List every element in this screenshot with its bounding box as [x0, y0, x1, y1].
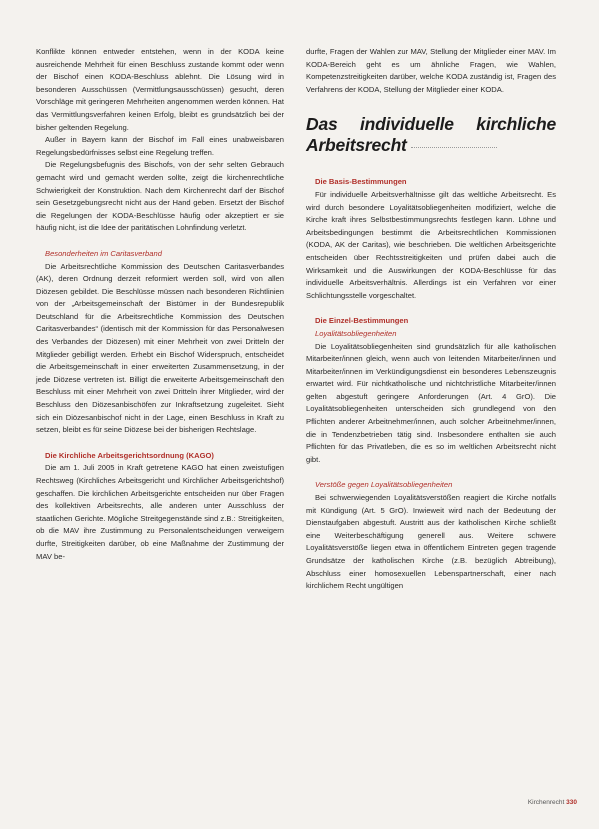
paragraph: Bei schwerwiegenden Loyalitätsverstößen reagiert die Kirche notfalls mit Kündigung (Art. 5 GrO). Inwieweit wird nach der Bedeutung der Dienstaufgaben abgestuft. Austritt aus der katholischen Kirche schließt eine Weiterbeschäftigung generell aus. Weitere schwere Loyalitätsverstöße liegen etwa in öffentlichem Eintreten gegen tragende Grundsätze der katholischen Kirche (z.B. bezüglich Abtreibung), Abschluss einer homosexuellen Lebenspartnerschaft, einer nach kirchlichem Recht ungültigen — [306, 493, 556, 591]
paragraph: Die Regelungsbefugnis des Bischofs, von der sehr selten Gebrauch gemacht wird und gemacht werden sollte, zeigt die kirchenrechtliche Schwierigkeit der Konstruktion. Nach dem Kirchenrecht darf der Bischof sein Gesetzgebungsrecht nicht aus der Hand geben. Ersetzt der Bischof die Regelungen der KODA-Beschlüsse häufig oder akzeptiert er sie häufig nicht, ist die Idee der paritätischen Lohnfindung verletzt. — [36, 160, 284, 233]
paragraph: Außer in Bayern kann der Bischof im Fall eines unabweisbaren Regelungsbedürfnisses selbst eine Regelung treffen. — [36, 135, 284, 157]
subheading-basis: Die Basis-Bestimmungen — [315, 177, 407, 187]
publication-name: Kirchenrecht — [527, 799, 565, 806]
page-footer — [528, 799, 577, 806]
paragraph: Die Loyalitätsobliegenheiten sind grundsätzlich für alle katholischen Mitarbeiter/innen gleich, wenn auch von leitenden Mitarbeiter/innen und Mitarbeiter/innen im Verkündigungsdienst ein besonderes Lebenszeugnis erwartet wird. Für nichtkatholische und nichtchristliche Mitarbeiter/innen gelten abgestuft geringere Anforderungen (Art. 4 GrO). Die Loyalitätsobliegenheiten unterscheiden sich grundlegend von den Pflichten anderer Arbeitnehmer/innen, auch solcher Arbeitnehmer/innen, die in Tendenzbetrieben tätig sind. Insbesondere enthalten sie auch Pflichten für das Privatleben, die es so im weltlichen Arbeitsrecht nicht gibt. — [306, 341, 556, 464]
subheading-loyalitaet: Loyalitätsobliegenheiten — [315, 328, 397, 338]
subheading-verstoesse: Verstöße gegen Loyalitätsobliegenheiten — [315, 480, 453, 490]
left-column — [36, 46, 284, 563]
paragraph: Die Arbeitsrechtliche Kommission des Deutschen Caritasverbandes (AK), deren Ordnung derzeit reformiert werden soll, wird von allen Diözesen gebildet. Die Beschlüsse müssen nach besonderen Richtlinien von der „Arbeitsgemeinschaft der Bistümer in der Bundesrepublik Deutschland für die Arbeitsrechtliche Kommission des Deutschen Caritasverbandes“ (identisch mit der Kommission für das Personalwesen des Verbandes der Diözesen) mit einer Mehrheit von zwei Dritteln der Mitglieder gebilligt werden. Erhebt ein Bischof Widerspruch, entscheidet die Arbeitsgemeinschaft in einer erweiterten Zusammensetzung, in der jede Diözese vertreten ist. Billigt die erweiterte Arbeitsgemeinschaft den Beschluss mit einer Mehrheit von zwei Dritteln ihrer Mitglieder, wird der Beschluss den Diözesanbischöfen zur Inkraftsetzung zugeleitet. Sieht sich ein Diözesanbischof nicht in der Lage, einen Beschluss in Kraft zu setzen, bleibt es für seine Diözese bei der bisherigen Rechtslage. — [36, 261, 284, 435]
paragraph: Konflikte können entweder entstehen, wenn in der KODA keine ausreichende Mehrheit für einen Beschluss zustande kommt oder wenn der Bischof einen KODA-Beschluss ablehnt. Die Lösung wird in besonderen Ausschüssen (Vermittlungsausschüssen) gesucht, deren Vorschläge mit geringeren Mehrheiten angenommen werden können. Hat das Vermittlungsverfahren keinen Erfolg, bleibt es grundsätzlich bei der bisher geltenden Regelung. — [36, 47, 284, 132]
heading-rule — [411, 147, 497, 148]
subheading-caritas: Besonderheiten im Caritasverband — [45, 248, 162, 258]
paragraph: durfte, Fragen der Wahlen zur MAV, Stellung der Mitglieder einer MAV. Im KODA-Bereich geht es um ähnliche Fragen, wie Wahlen, Kompetenzstreitigkeiten darüber, welche KODA zuständig ist, Fragen des Verfahrens der KODA, Stellung der Mitglieder einer KODA. — [306, 47, 556, 94]
subheading-kago: Die Kirchliche Arbeitsgerichtsordnung (KAGO) — [45, 450, 214, 460]
page-number: 330 — [566, 799, 577, 806]
section-heading: Das individuelle kirchliche Arbeitsrecht — [306, 114, 556, 156]
paragraph: Die am 1. Juli 2005 in Kraft getretene KAGO hat einen zweistufigen Rechtsweg (Kirchliches Arbeitsgericht und Kirchlicher Arbeitsgerichtshof) geschaffen. Die kirchlichen Arbeitsgerichte entscheiden nur über Fragen des kollektiven Arbeitsrechts, alle anderen unter Ausschluss der staatlichen Gerichte. Mögliche Streitgegenstände sind z.B.: Streitigkeiten, ob die MAV ihre Zustimmung zu Personalentscheidungen verweigern durfte, Streitigkeiten darüber, ob eine Maßnahme der Zustimmung der MAV be- — [36, 463, 284, 561]
subheading-einzel: Die Einzel-Bestimmungen — [315, 316, 409, 326]
paragraph: Für individuelle Arbeitsverhältnisse gilt das weltliche Arbeitsrecht. Es wird durch besondere Loyalitätsobliegenheiten modifiziert, welche die Kirche kraft ihres Selbstbestimmungsrechts festlegen kann. Löhne und Arbeitsbedingungen bestimmt die Arbeitsrechtlichen Kommissionen (KODA, AK der Caritas), wie beschrieben. Die weltlichen Arbeitsgerichte entscheiden über Rechtsstreitigkeiten und prüfen dabei auch die Wirksamkeit und die Auswirkungen der KODA-Beschlüsse für das individuelle Arbeitsverhältnis. Allerdings ist ein Verfahren vor einer Schlichtungsstelle vorgeschaltet. — [306, 189, 556, 300]
right-column — [306, 46, 556, 593]
